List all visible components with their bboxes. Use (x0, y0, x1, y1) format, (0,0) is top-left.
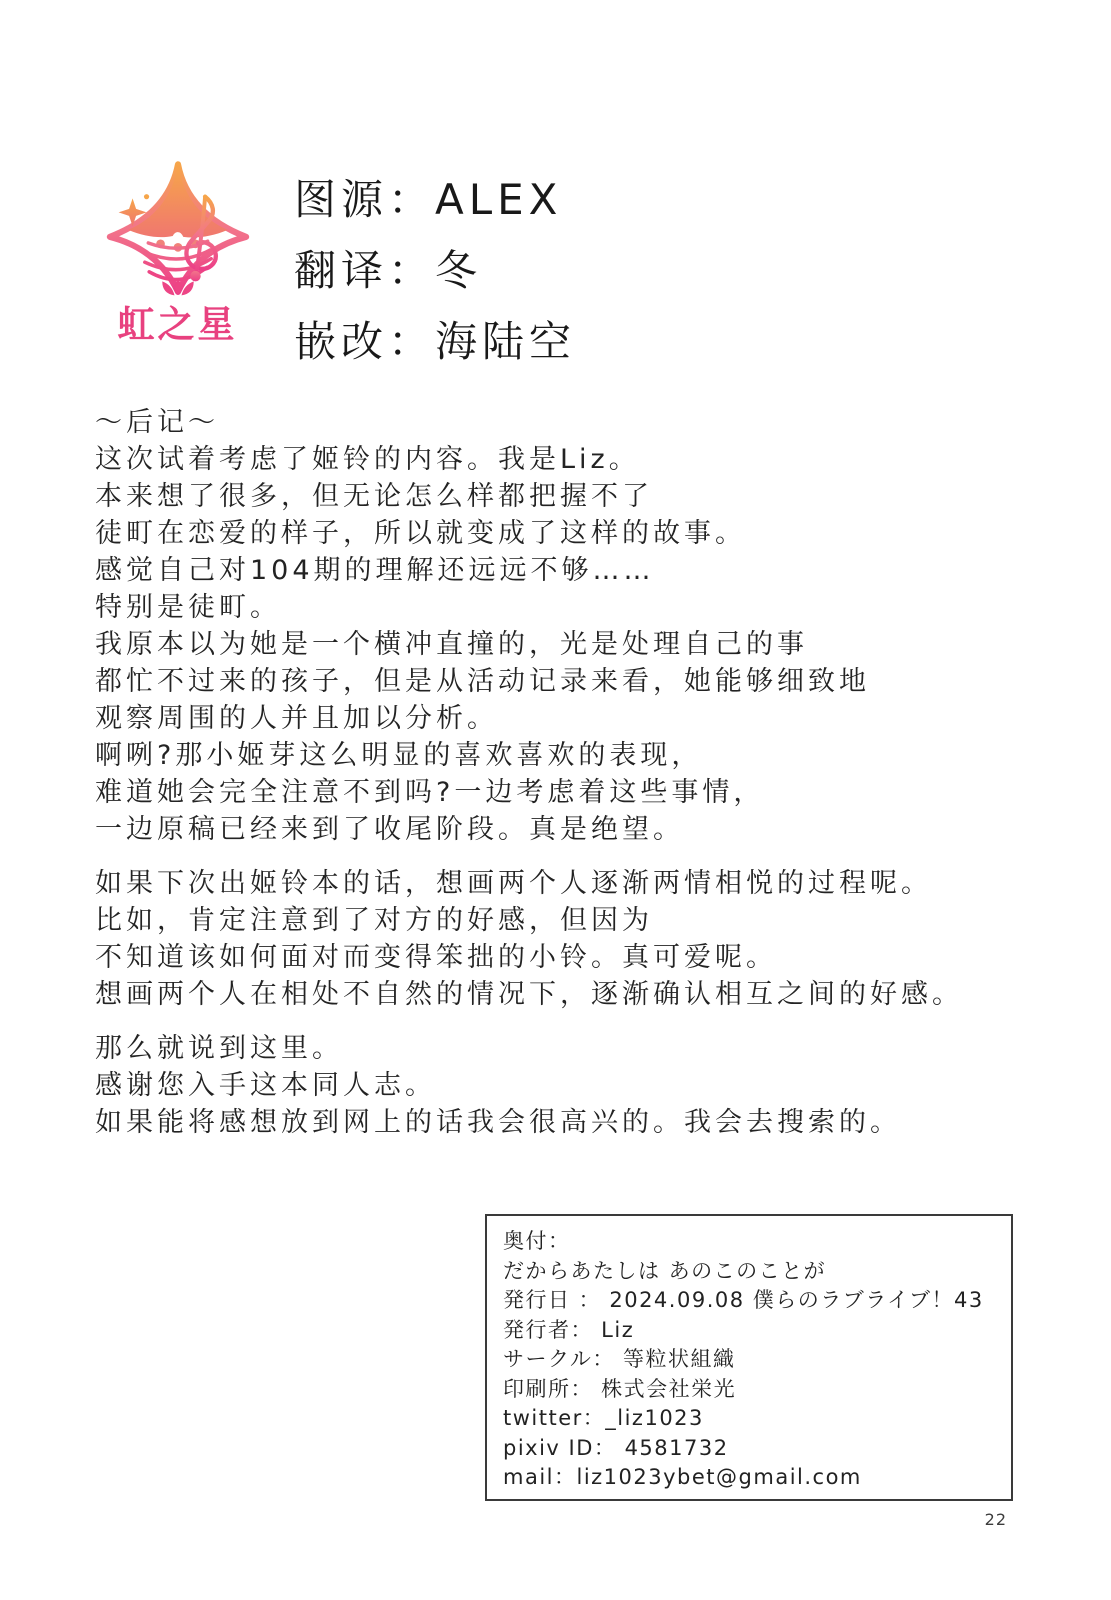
credit-source: 图源：ALEX (294, 175, 563, 224)
credit-translation: 翻译：冬 (294, 246, 483, 295)
credits-block (294, 160, 576, 377)
colophon-twitter: twitter：_liz1023 (503, 1406, 704, 1430)
afterword-line: 不知道该如何面对而变得笨拙的小铃。真可爱呢。 (95, 942, 777, 973)
circle-logo (85, 160, 270, 348)
afterword-section (95, 404, 1055, 1141)
afterword-line: 如果下次出姬铃本的话，想画两个人逐渐两情相悦的过程呢。 (95, 868, 932, 899)
colophon-box (485, 1214, 1013, 1501)
afterword-line: 如果能将感想放到网上的话我会很高兴的。我会去搜索的。 (95, 1107, 901, 1138)
colophon-printer: 印刷所： 株式会社栄光 (503, 1376, 737, 1401)
logo-star-icon (88, 160, 268, 298)
afterword-line: 我原本以为她是一个横冲直撞的，光是处理自己的事 (95, 629, 808, 660)
afterword-line: 那么就说到这里。 (95, 1033, 343, 1064)
header (85, 160, 576, 377)
afterword-paragraph-3 (95, 1030, 1055, 1141)
afterword-paragraph-2 (95, 865, 1055, 1013)
afterword-line: 感觉自己对104期的理解还远远不够…… (95, 555, 655, 586)
credit-typesetting: 嵌改：海陆空 (294, 317, 577, 366)
afterword-paragraph-1 (95, 441, 1055, 848)
colophon-mail: mail：liz1023ybet@gmail.com (503, 1465, 862, 1489)
afterword-title: ～后记～ (95, 407, 219, 438)
afterword-line: 特别是徒町。 (95, 592, 281, 623)
afterword-line: 感谢您入手这本同人志。 (95, 1070, 436, 1101)
page-number: 22 (984, 1510, 1007, 1529)
afterword-line: 本来想了很多，但无论怎么样都把握不了 (95, 481, 653, 512)
afterword-line: 比如，肯定注意到了对方的好感，但因为 (95, 905, 653, 936)
afterword-line: 都忙不过来的孩子，但是从活动记录来看，她能够细致地 (95, 666, 870, 697)
colophon-pixiv-id: pixiv ID： 4581732 (503, 1435, 729, 1460)
colophon-publish-date: 発行日 ： 2024.09.08 僕らのラブライブ！43 (503, 1288, 984, 1312)
afterword-line: 观察周围的人并且加以分析。 (95, 703, 498, 734)
afterword-line: 难道她会完全注意不到吗?一边考虑着这些事情， (95, 777, 765, 808)
afterword-line: 想画两个人在相处不自然的情况下，逐渐确认相互之间的好感。 (95, 979, 963, 1010)
colophon-heading: 奥付： (503, 1229, 571, 1253)
colophon-publisher: 発行者： Liz (503, 1317, 635, 1342)
colophon-book-title: だからあたしは あのこのことが (503, 1258, 827, 1283)
afterword-line: 这次试着考虑了姬铃的内容。我是Liz。 (95, 444, 640, 475)
afterword-line: 一边原稿已经来到了收尾阶段。真是绝望。 (95, 814, 684, 845)
logo-text: 虹之星 (117, 303, 238, 346)
colophon-circle: サークル： 等粒状組織 (503, 1347, 736, 1371)
afterword-line: 徒町在恋爱的样子，所以就变成了这样的故事。 (95, 518, 746, 549)
afterword-line: 啊咧?那小姬芽这么明显的喜欢喜欢的表现， (95, 740, 703, 771)
